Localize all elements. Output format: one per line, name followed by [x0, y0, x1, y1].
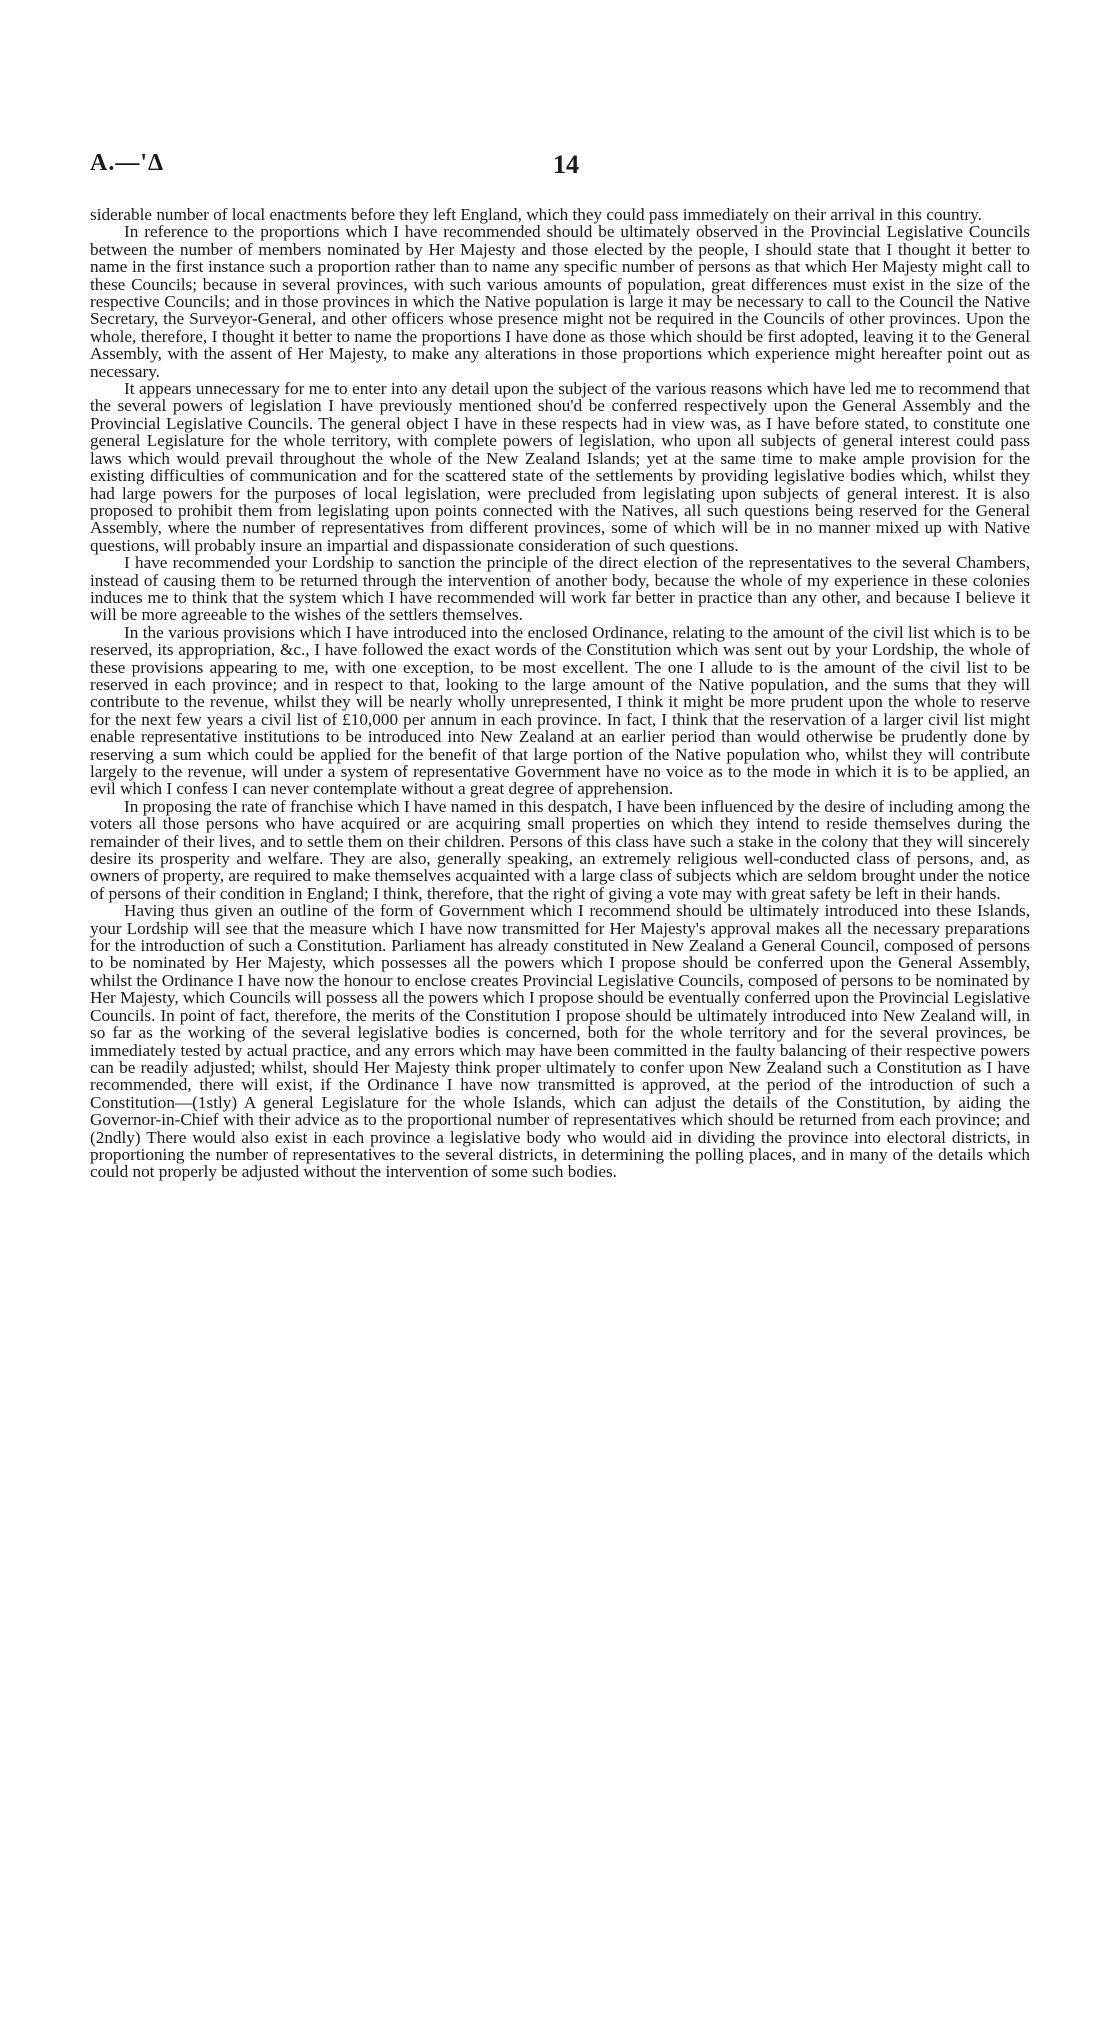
page-number: 14 — [553, 150, 579, 179]
document-reference: A.—'Δ — [90, 150, 165, 176]
paragraph-direct-election: I have recommended your Lordship to sanction the principle of the direct election of the representatives to the several Chambers, instead of causing them to be returned through the intervention of another body, because the whole of my experience in these colonies induces me to think that the system which I have recommended will work far better in practice than any other, and because I believe it will be more agreeable to the wishes of the settlers themselves. — [90, 553, 1030, 625]
paragraph-constitution-outline: Having thus given an outline of the form of Government which I recommend should be ultimately introduced into these Islands, your Lordship will see that the measure which I have now transmitted for Her Majesty's approval makes all the necessary preparations for the introduction of such a Constitution. Parliament has already constituted in New Zealand a General Council, composed of persons to be nominated by Her Majesty, which possesses all the powers which I propose should be conferred upon the General Assembly, whilst the Ordinance I have now the honour to enclose creates Provincial Legislative Councils, composed of persons to be nominated by Her Majesty, which Councils will possess all the powers which I propose should be eventually conferred upon the Provincial Legislative Councils. In point of fact, therefore, the merits of the Constitution I propose should be ultimately introduced into New Zealand will, in so far as the working of the several legislative bodies is concerned, both for the whole territory and for the several provinces, be immediately tested by actual practice, and any errors which may have been committed in the faulty balancing of their respective powers can be readily adjusted; whilst, should Her Majesty think proper ultimately to confer upon New Zealand such a Constitution as I have recommended, there will exist, if the Ordinance I have now transmitted is approved, at the period of the introduction of such a Constitution—(1stly) A general Legislature for the whole Islands, which can adjust the details of the Constitution, by aiding the Governor-in-Chief with their advice as to the proportional number of representatives which should be returned from each province; and (2ndly) There would also exist in each province a legislative body who would aid in dividing the province into electoral districts, in proportioning the number of representatives to the several districts, in determining the polling places, and in many of the details which could not properly be adjusted without the intervention of some such bodies. — [90, 901, 1030, 1182]
paragraph-council-proportions: In reference to the proportions which I have recommended should be ultimately observed in the Provincial Legislative Councils between the number of members nominated by Her Majesty and those elected by the people, I should state that I thought it better to name in the first instance such a proportion rather than to name any specific number of persons as that which Her Majesty might call to these Councils; because in several provinces, with such various amounts of population, great differences must exist in the size of the respective Councils; and in those provinces in which the Native population is large it may be necessary to call to the Council the Native Secretary, the Surveyor-General, and other officers whose presence might not be required in the Councils of other provinces. Upon the whole, therefore, I thought it better to name the proportions I have done as those which should be first adopted, leaving it to the General Assembly, with the assent of Her Majesty, to make any alterations in those proportions which experience might hereafter point out as necessary. — [90, 222, 1030, 381]
page-header — [90, 150, 1030, 184]
body-text — [90, 206, 1030, 1181]
paragraph-legislative-powers: It appears unnecessary for me to enter into any detail upon the subject of the various reasons which have led me to recommend that the several powers of legislation I have previously mentioned shou'd be conferred respectively upon the General Assembly and the Provincial Legislative Councils. The general object I have in these respects had in view was, as I have before stated, to constitute one general Legislature for the whole territory, with complete powers of legislation, who upon all subjects of general interest could pass laws which would prevail throughout the whole of the New Zealand Islands; yet at the same time to make ample provision for the existing difficulties of communication and for the scattered state of the settlements by providing legislative bodies which, whilst they had large powers for the purposes of local legislation, were precluded from legislating upon subjects of general interest. It is also proposed to prohibit them from legislating upon points connected with the Natives, all such questions being reserved for the General Assembly, where the number of representatives from different provinces, some of which will be in no manner mixed up with Native questions, will probably insure an impartial and dispassionate consideration of such questions. — [90, 379, 1030, 555]
paragraph-franchise: In proposing the rate of franchise which I have named in this despatch, I have been influenced by the desire of including among the voters all those persons who have acquired or are acquiring small properties on which they intend to reside themselves during the remainder of their lives, and to settle them on their children. Persons of this class have such a stake in the colony that they will sincerely desire its prosperity and welfare. They are also, generally speaking, an extremely religious well-conducted class of persons, and, as owners of property, are required to make themselves acquainted with a large class of subjects which are seldom brought under the notice of persons of their condition in England; I think, therefore, that the right of giving a vote may with great safety be left in their hands. — [90, 796, 1030, 903]
paragraph-civil-list: In the various provisions which I have introduced into the enclosed Ordinance, relating to the amount of the civil list which is to be reserved, its appropriation, &c., I have followed the exact words of the Constitution which was sent out by your Lordship, the whole of these provisions appearing to me, with one exception, to be most excellent. The one I allude to is the amount of the civil list to be reserved in each province; and in respect to that, looking to the large amount of the Native population, and the sums that they will contribute to the revenue, whilst they will be nearly wholly unrepresented, I think it might be more prudent upon the whole to reserve for the next few years a civil list of £10,000 per annum in each province. In fact, I think that the reservation of a larger civil list might enable representative institutions to be introduced into New Zealand at an earlier period than would otherwise be prudently done by reserving a sum which could be applied for the benefit of that large portion of the Native population who, whilst they will contribute largely to the revenue, will under a system of representative Government have no voice as to the mode in which it is to be applied, an evil which I confess I can never contemplate without a great degree of apprehension. — [90, 622, 1030, 799]
paragraph-continuation: siderable number of local enactments before they left England, which they could pass immediately on their arrival in this country. — [90, 205, 982, 224]
